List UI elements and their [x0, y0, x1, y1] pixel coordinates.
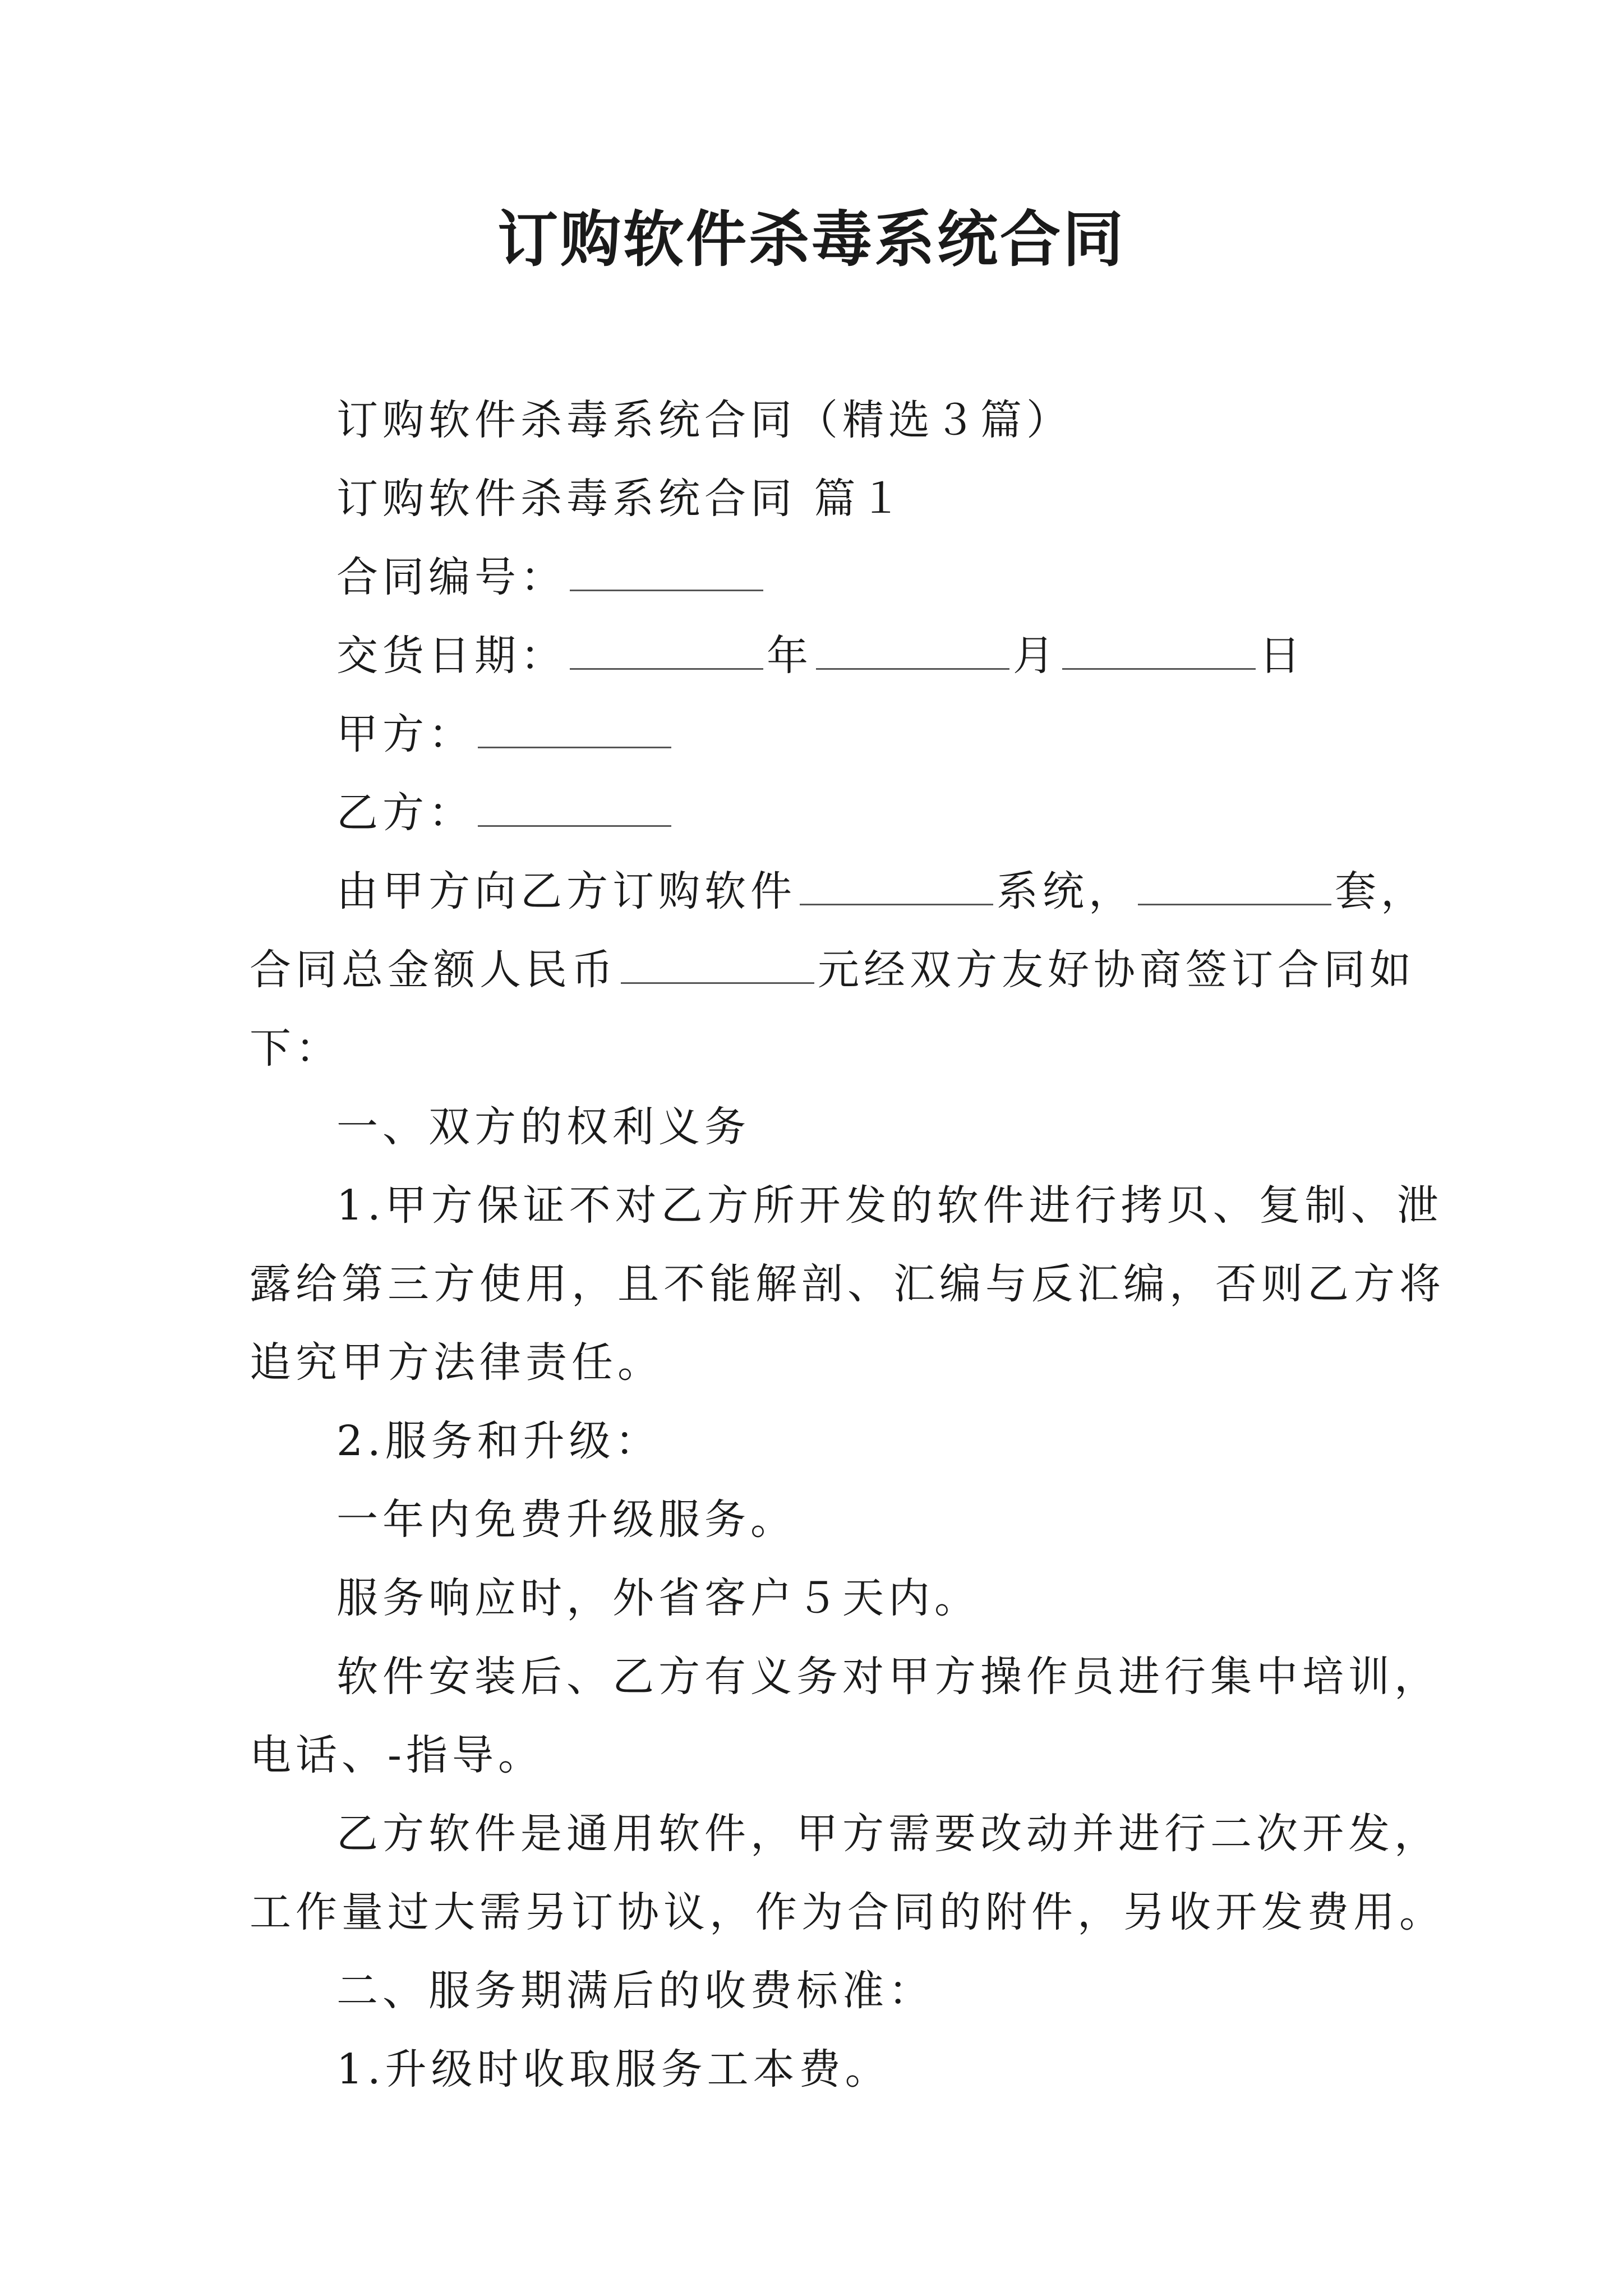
section-heading: 一、双方的权利义务 [336, 1103, 750, 1151]
software-blank [800, 898, 993, 905]
party-b-blank [478, 820, 671, 827]
section-heading: 二、服务期满后的收费标准： [336, 1967, 934, 2015]
delivery-date-row [336, 623, 1305, 682]
paragraph-text: 合同总金额人民币 [250, 946, 617, 994]
paragraph-line [336, 858, 1427, 918]
party-a-blank [478, 741, 671, 748]
paragraph-line: 下： [250, 1024, 342, 1073]
paragraph-line: 服务响应时，外省客户５天内。 [336, 1574, 980, 1622]
document-title: 订购软件杀毒系统合同 [497, 205, 1126, 275]
paragraph-line: 2.服务和升级： [336, 1417, 661, 1465]
paragraph-line [250, 937, 1415, 996]
paragraph-line: 软件安装后、乙方有义务对甲方操作员进行集中培训， [336, 1653, 1440, 1701]
month-blank [816, 662, 1009, 670]
paragraph-line: 1.升级时收取服务工本费。 [336, 2045, 891, 2093]
paragraph-line: 电话、-指导。 [250, 1731, 545, 1779]
paragraph-text: 元经双方友好协商签订合同如 [818, 946, 1415, 994]
quantity-blank [1138, 898, 1331, 905]
paragraph-text: 套， [1335, 867, 1427, 915]
section-heading: 订购软件杀毒系统合同 篇１ [336, 475, 906, 523]
contract-number-row [336, 544, 767, 604]
paragraph-line: 工作量过大需另订协议，作为合同的附件，另收开发费用。 [250, 1888, 1445, 1936]
day-blank [1062, 662, 1256, 670]
party-b-row [336, 780, 675, 839]
party-a-label: 甲方： [336, 710, 474, 758]
paragraph-line: 乙方软件是通用软件，甲方需要改动并进行二次开发， [336, 1810, 1440, 1858]
paragraph-line: 1.甲方保证不对乙方所开发的软件进行拷贝、复制、泄 [336, 1181, 1443, 1230]
paragraph-text: 系统， [997, 867, 1135, 915]
contract-number-blank [570, 584, 763, 591]
year-blank [570, 662, 763, 670]
party-b-label: 乙方： [336, 789, 474, 837]
paragraph-line: 露给第三方使用，且不能解剖、汇编与反汇编，否则乙方将 [250, 1260, 1445, 1308]
year-label: 年 [767, 632, 813, 680]
amount-blank [621, 977, 814, 984]
month-label: 月 [1013, 632, 1059, 680]
party-a-row [336, 701, 675, 761]
paragraph-line: 一年内免费升级服务。 [336, 1496, 796, 1544]
delivery-date-label: 交货日期： [336, 632, 566, 680]
paragraph-line: 追究甲方法律责任。 [250, 1338, 663, 1387]
contract-number-label: 合同编号： [336, 553, 566, 601]
subtitle-line: 订购软件杀毒系统合同（精选３篇） [336, 396, 1072, 444]
day-label: 日 [1259, 632, 1305, 680]
paragraph-text: 由甲方向乙方订购软件 [336, 867, 796, 915]
